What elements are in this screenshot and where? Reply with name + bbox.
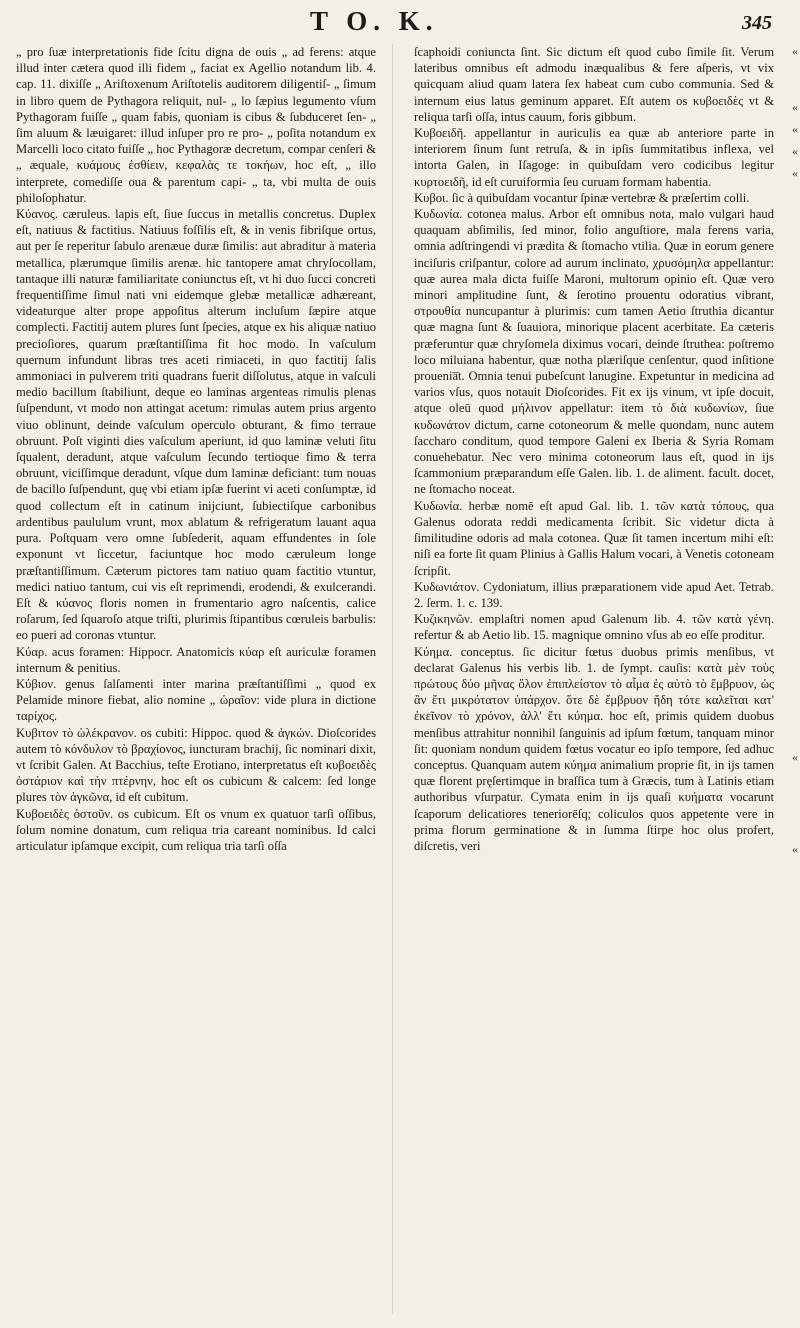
entry-kydoniaton: Κυδωνιάτον. Cydoniatum, illius præparationem vide apud Aet. Tetrab. 2. ſerm. 1. c. 139. bbox=[414, 579, 774, 610]
entry-kydonia-malus: Κυδωνία. cotonea malus. Arbor eſt omnibus nota, malo vulgari haud quaquam abſimilis, ſed minor, folio anguſtiore, mala ferens varia, omnia adſtringendi vi prædita & ſtomacho vtilia. Quæ in eorum genere inciſuris criſpantur, colore ad aurum inclinato, χρυσόμηλα appellantur: quæ aurea mala dicta fuiſſe Maroni, multorum opinio eſt. Quæ vero minori amplitudine ſunt, & ſerotino prouentu odoratius vibrant, στρουθία nuncupantur à plurimis: cum tamen Aetio ſtruthia dicantur quæ magna ſunt & ſuauiora, minorique placent acerbitate. Ea cæteris præferuntur quæ chryſomela diximus vocari, deinde ſtruthea: poſtremo loco miluiana habentur, quæ notha plæriſque cenſentur, quod inſitione prouenia̅t. Omnia tenui pubeſcunt lanugine. Expetuntur in medicina ad varios vſus, quos notauit Dioſcorides. Fit ex ijs vinum, vt ipſe docuit, atque oleū quod μήλινον appellatur: item τὸ διὰ κυδωνίων, ſiue κυδωνάτον dictum, carne cotoneorum & melle quondam, nunc autem ſaccharo conditum, quod tempore Galeni ex Iberia & Syria Romam conuehebatur. Nec vero minima cotoneorum laus eſt, quod in ijs ſcammonium præparandum eſſe Galen. lib. 1. de aliment. facult. docet, ne ſtomacho noceat. bbox=[414, 207, 774, 497]
entry-kyanos: Κύανος. cæruleus. lapis eſt, ſiue ſuccus in metallis concretus. Duplex eſt, natiuus & factitius. Natiuus foſſilis eſt, & in venis fibriſque ortus, aut per ſe reperitur ſabulo arenæue duræ ſimilis: aut abraditur à materia metallica, plærumque ſimilis arenæ. hic tantopere amat chryſocollam, tantaque illi naturæ familiaritate coniunctus eſt, vt hi duo ſucci concreti frequentiſſime ſimul nati vni eidemque glebæ metallicæ adhæreant, videaturque alter prope appoſitus alterum incluſum ſæpire atque complecti. Factitij autem plures ſunt ſpecies, atque ex his aliquæ natiuo precioſiores, quarum præſtantiſſima fit hoc modo. In vaſculum quernum infundunt libras tres aceti rimiaceti, in quo factitij ſalis ammoniaci in pulverem triti quadrans fuerit diſſolutus, atque in vaſculi medio bacillum ſtabiliunt, deque eo laminas argenteas rimulis plenas ſuſpendunt, vt modo non attingat acetum: rimulas autem prius argento viuo oblinunt, deinde vaſculum operculo obturant, & fimo terraue obruunt. Poſt viginti dies vaſculum aperiunt, id quo laminæ veluti ſitu ſqualent, deradunt, atque vaſculum ſecundo tertioque fimo & terra obruunt, viciſſimque deradunt, vſque dum laminæ deficiant: tum nouas de bacillo ſuſpendunt, quę vbi etiam ipſæ fuerint vi aceti conſumptæ, id quod collectum eſt in catinum inijciunt, ſubiectiſque carbonibus ardentibus paululum vrunt, mox ablatum & refrigeratum lauant aqua pura. Poſtquam vero omne ſubſederit, aquam effundentes in ſole exponunt vt ſiccetur, faciuntque hoc modo cæruleum longe præſtantiſſimum. Cæterum pictores tam natiuo quam factitio vtuntur, medici natiuo tantum, cui vis eſt reprimendi, erodendi, & exulcerandi. Eſt & κύανος floris nomen in frumentario agro naſcentis, calice roſarum, ſed ſquaroſo atque triſti, plurimis ſtipantibus cœruleis barbulis: eo pueri ad coronas vtuntur. bbox=[16, 207, 376, 643]
margin-quote-mark: « bbox=[792, 44, 798, 58]
margin-quote-mark: « bbox=[792, 842, 798, 856]
entry-kyboeides-continued: ſcaphoidi coniuncta ſint. Sic dictum eſt quod cubo ſimile ſit. Verum lateribus omnibus eſt admodu inæqualibus & fere aſperis, vt vix quicquam aliud quam latera ſex habeat cum cubo communia. Sed & internum eius latus geminum apparet. Eſt autem os κυβοειδὲς vt & reliqua tarſi oſſa, intus cauum, foris gibbum. bbox=[414, 45, 774, 124]
running-head bbox=[0, 4, 800, 38]
entry-kyboeide: Κυβοειδῆ. appellantur in auriculis ea quæ ab anteriore parte in interiorem ſinum ſunt retruſa, & in ipſis ſummitatibus inflexa, vel intorta Galen, in Iſagoge: in quibuſdam vero codicibus legitur κυρτοειδῆ, id eſt curuiformia ſeu curuam formam habentia. bbox=[414, 126, 774, 189]
entry-kybion: Κύβιον. genus ſalſamenti inter marina præſtantiſſimi „ quod ex Pelamide minore fiebat, alio nomine „ ὡραῖον: vide plura in dictione ταρίχος. bbox=[16, 676, 376, 724]
margin-quote-mark: « bbox=[792, 122, 798, 136]
entry-ouis-continued: „ pro ſuæ interpretationis fide ſcitu digna de ouis „ ad ferens: atque illud inter cætera quod illi fidem „ faciat ex Agellio notandum lib. 4. cap. 11. dixiſſe „ Ariſtoxenum Ariſtotelis auditorem diligentiſ- „ ſimum in libro quem de Pythagora reliquit, nul- „ lo ſæpius legumento vſum Pythagoram fuiſſe „ quam fabis, quoniam is cibus & ſubduceret ſen- „ ſim aluum & læuigaret: illud inſuper pro re pro- „ poſita notandum ex Marcelli loco citato fuiſſe „ hoc Pythagoræ decretum, compar cenſeri & „ æquale, κυάμους ἐσθίειν, κεφαλὰς τε τοκήων, hoc eſt, „ illo interprete, comediſſe oua & parentum capi- „ ta, vbi multa de ouis philoſophatur. bbox=[16, 45, 376, 205]
left-column bbox=[16, 44, 376, 1324]
margin-quote-mark: « bbox=[792, 166, 798, 180]
margin-quote-mark: « bbox=[792, 100, 798, 114]
entry-kyboi: Κυβοι. ſic à quibuſdam vocantur ſpinæ vertebræ & præſertim colli. bbox=[414, 190, 750, 205]
entry-kyema: Κύημα. conceptus. ſic dicitur fœtus duobus primis menſibus, vt declarat Galenus his verbis lib. 1. de ſympt. cauſis: κατὰ μὲν τοὺς πρώτους δύο μῆνας ὅλον ἐπιπλείστον τὸ αἷμα ἐς αὐτὸ τὸ ἔμβρυον, ὡς ἂν ἔτι μικρότατον ὑπάρχον. ὅτε δὲ ἔμβρυον ἤδη τότε καλεῖται κατ' ἐκεῖνον τὸ χρόνον, ἀλλ' ἔτι κύημα. hoc eſt, primis quidem duobus menſibus attrahitur nonnihil ſanguinis ad ipſum fœtum, tanquam minor ſit: quoniam nondum quidem fœtus vocatur eo ipſo tempore, ſed adhuc conceptus. Quanquam autem κύημα animalium proprie ſit, in ijs tamen quæ florent pręſertimque in braſſica tum à Græcis, tum à Latinis etiam authoribus vſurpatur. Cymata enim in ijs quaſi κυήματα vocarunt ſcaporum delicatiores teneriorēſq; coliculos quos appetente vere in prima florum germinatione & in ſumma ſtirpe hoc olus profert, diſcretis, veri bbox=[414, 644, 774, 853]
entry-kyzikenon: Κυζικηνῶν. emplaſtri nomen apud Galenum lib. 4. τῶν κατὰ γένη. refertur & ab Aetio lib. 15. magnique omnino vſus ab eo eſſe proditur. bbox=[414, 612, 774, 643]
entry-kyar: Κύαρ. acus foramen: Hippocr. Anatomicis κύαρ eſt auriculæ foramen internum & penitius. bbox=[16, 644, 376, 675]
right-column bbox=[414, 44, 774, 1324]
page-number: 345 bbox=[742, 12, 772, 34]
column-divider bbox=[392, 44, 393, 1314]
running-head-title: T O. K. bbox=[310, 6, 439, 36]
entry-kyboeides-oston: Κυβοειδὲς ὀστοῦν. os cubicum. Eſt os vnum ex quatuor tarſi oſſibus, ſolum nomine donatum, cum reliqua tria careant nominibus. Id calci articulatur ipſamque excipit, cum reliqua tria tarſi oſſa bbox=[16, 806, 376, 853]
margin-quote-mark: « bbox=[792, 144, 798, 158]
margin-quote-mark: « bbox=[792, 750, 798, 764]
entry-kybiton: Κυβιτον τὸ ὠλέκρανον. os cubiti: Hippoc. quod & ἀγκών. Dioſcorides autem τὸ κόνδυλον τὸ βραχίονος, iuncturam brachij, ſic nominari dixit, vt ſcribit Galen. At Bacchius, teſte Erotiano, interpretatus eſt κυβοειδὲς ὀστάριον καὶ τὴν πτέρνην, hoc eſt os cubicum & calcem: ſed longe plures τὸν ἀγκῶνα, id eſt cubitum. bbox=[16, 725, 376, 805]
entry-kydonia-herba: Κυδωνία. herbæ nomē eſt apud Gal. lib. 1. τῶν κατὰ τόπους, qua Galenus odorata reddi medicamenta ſcribit. Sic videtur dicta à ſimilitudine odoris ad mala cotonea. Quæ ſit tamen incertum mihi eſt: niſi ea forte ſit quam Plinius à Gallis Halum vocari, à Venetis cotoneam ſcripſit. bbox=[414, 498, 774, 578]
